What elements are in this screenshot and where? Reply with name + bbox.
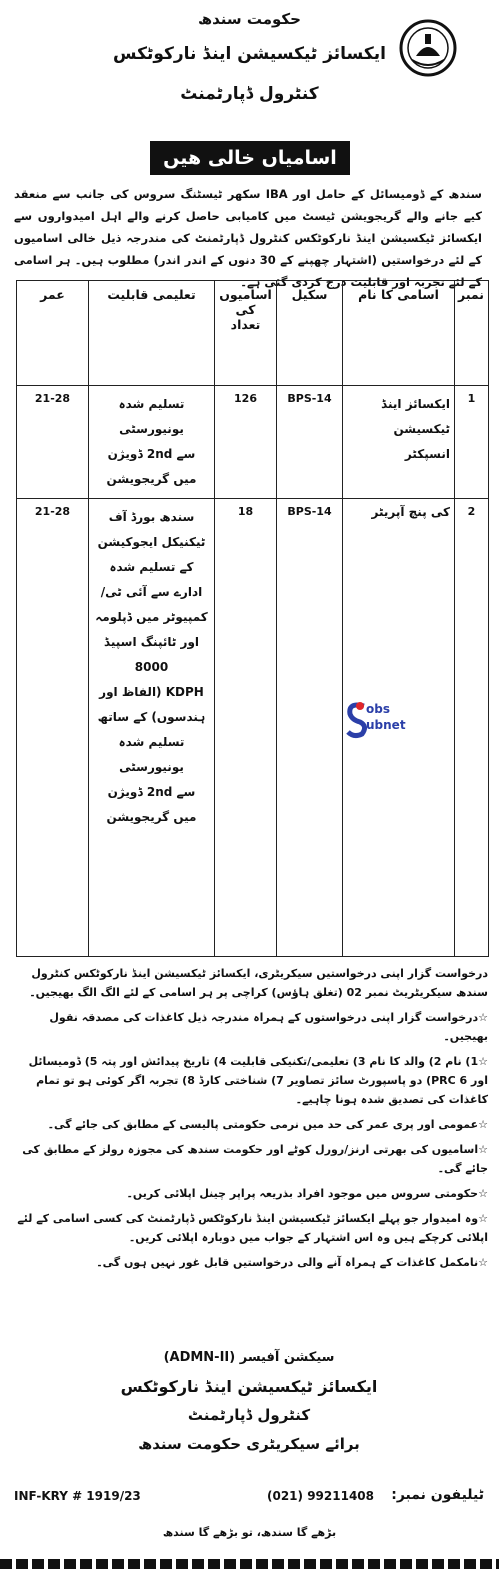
jobs-subnet-watermark bbox=[344, 694, 424, 754]
qualification-line: ہندسوں) کے ساتھ bbox=[97, 710, 206, 724]
header-government: حکومت سندھ bbox=[198, 10, 301, 28]
col-number: نمبر bbox=[455, 281, 489, 386]
row-number: 1 bbox=[455, 386, 489, 499]
table-header-row bbox=[17, 281, 489, 386]
instruction-item: ☆ حکومتی سروس میں موجود افراد بذریعہ پراپر چینل اپلائی کریں۔ bbox=[14, 1184, 488, 1203]
on-behalf-of: برائے سیکریٹری حکومت سندھ bbox=[138, 1435, 360, 1453]
post-count: 126 bbox=[215, 386, 277, 499]
qualification-line: سندھ بورڈ آف bbox=[108, 510, 195, 524]
qualification-line: KDPH (الفاظ اور bbox=[99, 685, 204, 699]
post-name: کی پنچ آپریٹر bbox=[343, 499, 455, 957]
instruction-item: ☆ نامکمل کاغذات کے ہمراہ آنے والی درخواستیں قابل غور نہیں ہوں گی۔ bbox=[14, 1253, 488, 1272]
qualification-line: کمپیوٹر میں ڈپلومہ bbox=[95, 610, 208, 624]
col-age: عمر bbox=[17, 281, 89, 386]
watermark-line1: obs bbox=[366, 702, 390, 716]
signatory-title: سیکشن آفیسر (ADMN-II) bbox=[163, 1350, 335, 1365]
post-name: ایکسائز اینڈ ٹیکسیشن انسپکٹر bbox=[343, 386, 455, 499]
header-department-sub: کنٹرول ڈپارٹمنٹ bbox=[180, 84, 319, 104]
instructions-list bbox=[14, 964, 488, 1278]
bottom-border-strip bbox=[0, 1559, 499, 1569]
vacancy-table bbox=[16, 280, 489, 957]
qualification-line: میں گریجویشن bbox=[106, 472, 197, 486]
qualification-line: 8000 bbox=[134, 660, 169, 674]
col-scale: سکیل bbox=[277, 281, 343, 386]
instruction-item: درخواست گزار اپنی درخواستیں سیکریٹری، ایکسائز ٹیکسیشن اینڈ نارکوٹکس کنٹرول سندھ سیکریٹریٹ نمبر 02 (تغلق ہاؤس) کراچی پر ہر اسامی کے لئے الگ الگ بھیجیں۔ bbox=[29, 967, 488, 999]
col-qualification: تعلیمی قابلیت bbox=[89, 281, 215, 386]
qualification-line: ٹیکنیکل ایجوکیشن bbox=[97, 535, 206, 549]
vacancies-banner: اسامیاں خالی ھیں bbox=[150, 141, 350, 175]
watermark-line2: ubnet bbox=[366, 718, 406, 732]
qualification bbox=[89, 386, 215, 499]
col-post-name: اسامی کا نام bbox=[343, 281, 455, 386]
instruction-item: ☆ 1) نام 2) والد کا نام 3) تعلیمی/تکنیکی قابلیت 4) تاریخ پیدائش اور پتہ 5) ڈومیسائل اور PRC 6) دو پاسپورٹ سائز تصاویر 7) شناختی کارڈ 8) تجربہ اگر کوئی ہو تو تمام کاغذات کی تصدیق شدہ ہونا چاہیے۔ bbox=[14, 1052, 488, 1109]
slogan-footer: بڑھے گا سندھ، تو بڑھے گا سندھ bbox=[162, 1526, 337, 1539]
instruction-item: ☆ درخواست گزار اپنی درخواستوں کے ہمراہ مندرجہ ذیل کاغذات کی مصدقہ نقول بھیجیں۔ bbox=[14, 1008, 488, 1046]
qualification-line: ادارے سے آئی ٹی/ bbox=[100, 585, 203, 599]
pay-scale: BPS-14 bbox=[277, 499, 343, 957]
signatory-department: ایکسائز ٹیکسیشن اینڈ نارکوٹکس bbox=[120, 1377, 378, 1396]
table-row bbox=[17, 386, 489, 499]
post-count: 18 bbox=[215, 499, 277, 957]
phone-label: ٹیلیفون نمبر: bbox=[391, 1487, 484, 1503]
contact-row bbox=[14, 1485, 484, 1509]
qualification-line: کے تسلیم شدہ bbox=[109, 560, 194, 574]
instruction-item: ☆ عمومی اور پری عمر کی حد میں نرمی حکومتی پالیسی کے مطابق کی جائے گی۔ bbox=[14, 1115, 488, 1134]
age-limit: 21-28 bbox=[17, 499, 89, 957]
row-number: 2 bbox=[455, 499, 489, 957]
col-post-count: اسامیوں کی تعداد bbox=[215, 281, 277, 386]
instruction-item: ☆ وہ امیدوار جو پہلے ایکسائز ٹیکسیشن اینڈ نارکوٹکس ڈپارٹمنٹ کی کسی اسامی کے لئے اپلائی کرچکے ہیں وہ اس اشتہار کے جواب میں دوبارہ اپلائی کریں۔ bbox=[14, 1209, 488, 1247]
intro-paragraph: سندھ کے ڈومیسائل کے حامل اور IBA سکھر ٹیسٹنگ سروس کی جانب سے منعقد کیے جانے والے گریجویشن ٹیسٹ میں کامیابی حاصل کرنے والے اہل امیدواروں سے ایکسائز ٹیکسیشن اینڈ نارکوٹکس کنٹرول ڈپارٹمنٹ کی مندرجہ ذیل خالی اسامیوں کے لئے درخواستیں (اشتہار چھپنے کے 30 دنوں کے اندر اندر) مطلوب ہیں۔ ہر اسامی کے لئے تجربہ اور قابلیت درج کردی گئی ہے۔ bbox=[14, 187, 482, 289]
phone-number: (021) 99211408 bbox=[267, 1489, 374, 1503]
qualification-line: میں گریجویشن bbox=[106, 810, 197, 824]
qualification-line: سے 2nd ڈویژن bbox=[107, 447, 196, 461]
qualification-line: اور ٹائپنگ اسپیڈ bbox=[103, 635, 200, 649]
signatory-department-sub: کنٹرول ڈپارٹمنٹ bbox=[187, 1406, 311, 1424]
qualification bbox=[89, 499, 215, 957]
pay-scale: BPS-14 bbox=[277, 386, 343, 499]
header-department: ایکسائز ٹیکسیشن اینڈ نارکوٹکس bbox=[113, 44, 386, 64]
qualification-line: تسلیم شدہ یونیورسٹی bbox=[118, 735, 185, 774]
instruction-item: ☆ اسامیوں کی بھرتی ارنز/رورل کوٹے اور حکومت سندھ کی مجوزہ رولز کے مطابق کی جائے گی۔ bbox=[14, 1140, 488, 1178]
qualification-line: سے 2nd ڈویژن bbox=[107, 785, 196, 799]
qualification-line: تسلیم شدہ یونیورسٹی bbox=[118, 397, 185, 436]
age-limit: 21-28 bbox=[17, 386, 89, 499]
reference-number: INF-KRY # 1919/23 bbox=[14, 1489, 141, 1503]
signature-block bbox=[14, 1343, 484, 1459]
